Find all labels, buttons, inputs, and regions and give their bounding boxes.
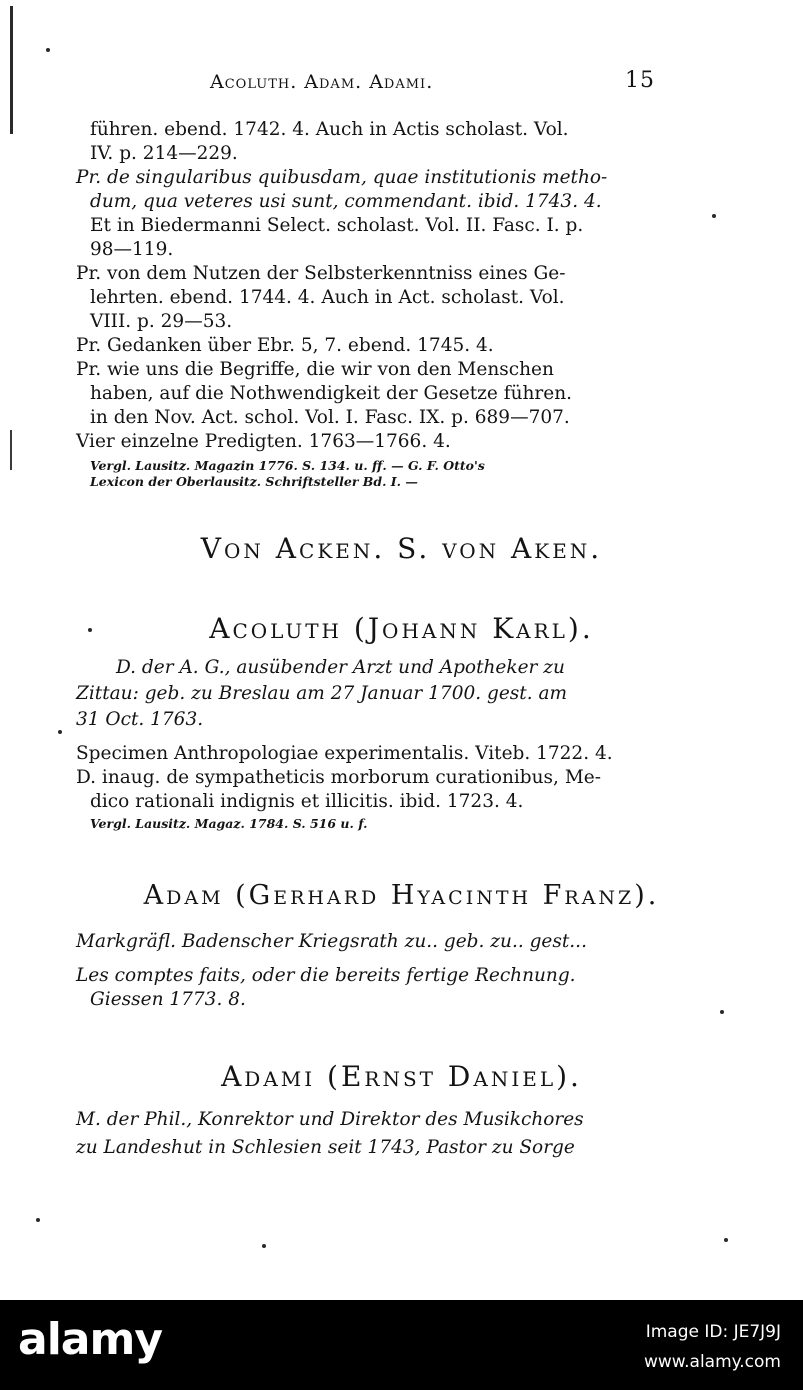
text-line: 98—119. xyxy=(90,239,174,260)
text-line: IV. p. 214—229. xyxy=(90,143,238,164)
text-line: Pr. de singularibus quibusdam, quae institutionis metho- xyxy=(76,167,608,188)
scan-speck xyxy=(712,214,716,218)
scan-speck xyxy=(58,730,62,734)
text-line: haben, auf die Nothwendigkeit der Gesetze führen. xyxy=(90,383,572,404)
scan-speck xyxy=(720,1010,724,1014)
work-line: dico rationali indignis et illicitis. ibid. 1723. 4. xyxy=(90,791,524,812)
work-line: Giessen 1773. 8. xyxy=(90,989,246,1010)
scan-speck xyxy=(724,1238,728,1242)
text-line: führen. ebend. 1742. 4. Auch in Actis scholast. Vol. xyxy=(90,119,569,140)
watermark-url: www.alamy.com xyxy=(643,1352,781,1372)
text-line: Et in Biedermanni Select. scholast. Vol. II. Fasc. I. p. xyxy=(90,215,584,236)
entry-title-adam: Adam (Gerhard Hyacinth Franz). xyxy=(143,880,660,911)
bio-line: D. der A. G., ausübender Arzt und Apotheker zu xyxy=(116,657,565,678)
reference-line: Lexicon der Oberlausitz. Schriftsteller Bd. I. — xyxy=(90,474,418,489)
bio-line: M. der Phil., Konrektor und Direktor des Musikchores xyxy=(76,1109,584,1130)
page-number: 15 xyxy=(625,68,655,93)
work-line: Specimen Anthropologiae experimentalis. Viteb. 1722. 4. xyxy=(76,743,613,764)
text-line: dum, qua veteres usi sunt, commendant. ibid. 1743. 4. xyxy=(90,191,602,212)
work-line: Les comptes faits, oder die bereits fertige Rechnung. xyxy=(76,965,576,986)
scan-speck xyxy=(262,1244,266,1248)
entry-continuation xyxy=(76,118,661,490)
entry-adam xyxy=(76,930,661,1012)
running-title: Acoluth. Adam. Adami. xyxy=(210,71,434,93)
page-edge-rule xyxy=(10,430,12,470)
scan-speck xyxy=(46,48,50,52)
entry-title-von-acken: Von Acken. S. von Aken. xyxy=(200,532,603,565)
reference-line: Vergl. Lausitz. Magazin 1776. S. 134. u. ff. — G. F. Otto's xyxy=(90,458,485,473)
bio-line: zu Landeshut in Schlesien seit 1743, Pastor zu Sorge xyxy=(76,1137,575,1158)
scan-speck xyxy=(88,628,92,632)
text-line: in den Nov. Act. schol. Vol. I. Fasc. IX. p. 689—707. xyxy=(90,407,570,428)
stock-watermark-bar xyxy=(0,1300,803,1390)
entry-acoluth xyxy=(76,656,661,832)
entry-adami xyxy=(76,1108,661,1160)
page-edge-rule xyxy=(10,6,13,134)
text-line: VIII. p. 29—53. xyxy=(90,311,233,332)
scan-speck xyxy=(36,1218,40,1222)
bio-line: Markgräfl. Badenscher Kriegsrath zu.. geb. zu.. gest... xyxy=(76,931,587,952)
running-header xyxy=(210,68,655,98)
text-line: Vier einzelne Predigten. 1763—1766. 4. xyxy=(76,431,451,452)
entry-title-adami: Adami (Ernst Daniel). xyxy=(221,1060,582,1093)
text-line: Pr. Gedanken über Ebr. 5, 7. ebend. 1745. 4. xyxy=(76,335,494,356)
entry-title-acoluth: Acoluth (Johann Karl). xyxy=(209,612,594,645)
reference-line: Vergl. Lausitz. Magaz. 1784. S. 516 u. f. xyxy=(90,816,368,831)
work-line: D. inaug. de sympatheticis morborum curationibus, Me- xyxy=(76,767,601,788)
bio-line: 31 Oct. 1763. xyxy=(76,709,204,730)
text-line: lehrten. ebend. 1744. 4. Auch in Act. scholast. Vol. xyxy=(90,287,565,308)
image-id: Image ID: JE7J9J xyxy=(645,1322,781,1342)
alamy-logo: alamy xyxy=(18,1314,162,1365)
text-line: Pr. wie uns die Begriffe, die wir von den Menschen xyxy=(76,359,554,380)
bio-line: Zittau: geb. zu Breslau am 27 Januar 1700. gest. am xyxy=(76,683,568,704)
text-line: Pr. von dem Nutzen der Selbsterkenntniss eines Ge- xyxy=(76,263,566,284)
